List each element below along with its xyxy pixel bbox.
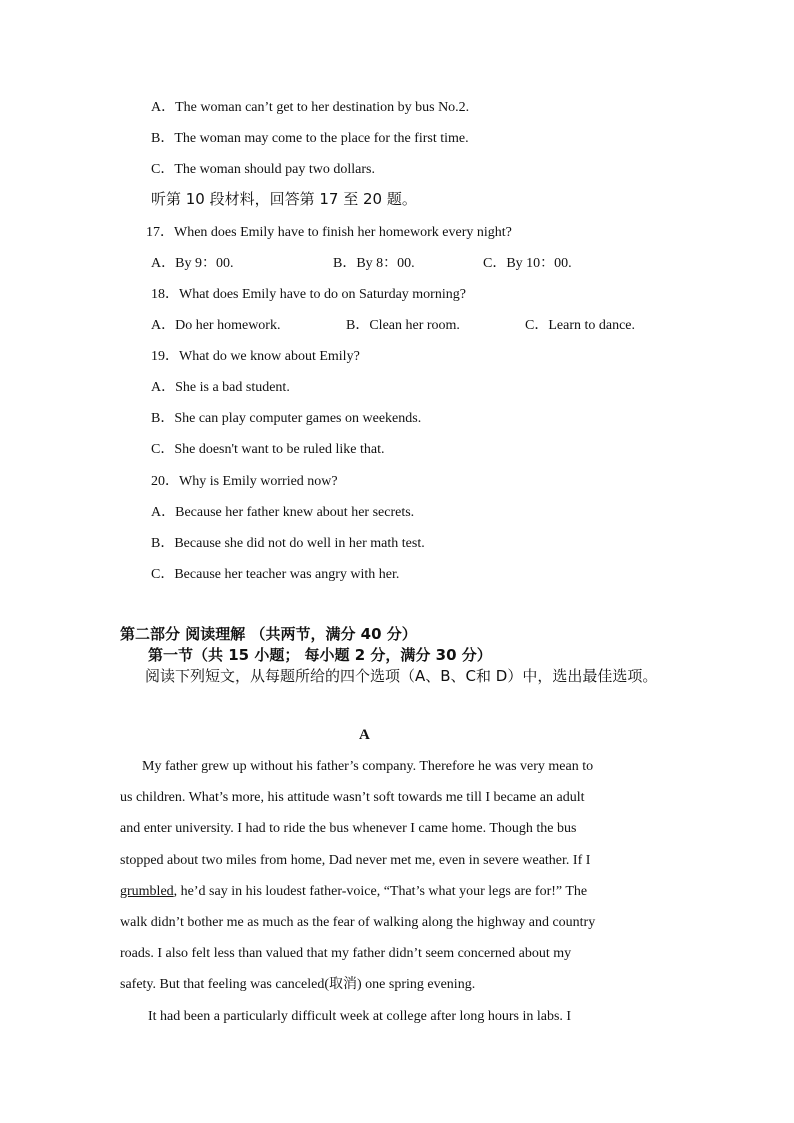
passage-para2-line-1: It had been a particularly difficult week at college after long hours in labs. I bbox=[148, 1009, 572, 1024]
q20-option-c: C．Because her teacher was angry with her. bbox=[151, 567, 400, 582]
q17-option-b: B．By 8：00. bbox=[333, 256, 415, 271]
q16-option-a: A．The woman can’t get to her destination by bus No.2. bbox=[151, 100, 470, 115]
passage-line-2: us children. What’s more, his attitude wasn’t soft towards me till I became an adult bbox=[120, 790, 585, 805]
listening-instruction: 听第 10 段材料，回答第 17 至 20 题。 bbox=[151, 190, 417, 208]
passage-title: A bbox=[359, 727, 370, 743]
q18-option-a: A．Do her homework. bbox=[151, 318, 281, 333]
q20-option-b: B．Because she did not do well in her math test. bbox=[151, 536, 425, 551]
q19-question: 19．What do we know about Emily? bbox=[151, 349, 360, 364]
q19-option-c: C．She doesn't want to be ruled like that. bbox=[151, 442, 385, 457]
q18-question: 18．What does Emily have to do on Saturday morning? bbox=[151, 287, 466, 302]
q17-option-c: C．By 10：00. bbox=[483, 256, 572, 271]
passage-line-6: walk didn’t bother me as much as the fear of walking along the highway and country bbox=[120, 915, 596, 930]
q19-option-a: A．She is a bad student. bbox=[151, 380, 290, 395]
q16-option-c: C．The woman should pay two dollars. bbox=[151, 162, 375, 177]
reading-instruction: 阅读下列短文，从每题所给的四个选项（A、B、C和 D）中，选出最佳选项。 bbox=[145, 667, 658, 685]
q20-option-a: A．Because her father knew about her secrets. bbox=[151, 505, 415, 520]
q17-question: 17．When does Emily have to finish her homework every night? bbox=[146, 225, 512, 240]
q17-option-a: A．By 9：00. bbox=[151, 256, 234, 271]
passage-line-5-rest: , he’d say in his loudest father-voice, “That’s what your legs are for!” The bbox=[173, 884, 588, 899]
section1-heading: 第一节（共 15 小题； 每小题 2 分，满分 30 分） bbox=[148, 646, 492, 664]
underlined-word-grumbled: grumbled bbox=[120, 884, 174, 899]
q20-question: 20．Why is Emily worried now? bbox=[151, 474, 338, 489]
q18-option-c: C．Learn to dance. bbox=[525, 318, 636, 333]
q18-option-b: B．Clean her room. bbox=[346, 318, 460, 333]
passage-line-3: and enter university. I had to ride the bus whenever I came home. Though the bus bbox=[120, 821, 577, 836]
passage-line-1: My father grew up without his father’s company. Therefore he was very mean to bbox=[142, 759, 594, 774]
passage-line-7: roads. I also felt less than valued that my father didn’t seem concerned about my bbox=[120, 946, 572, 961]
q19-option-b: B．She can play computer games on weekends. bbox=[151, 411, 422, 426]
q16-option-b: B．The woman may come to the place for the first time. bbox=[151, 131, 469, 146]
part2-heading: 第二部分 阅读理解 （共两节，满分 40 分） bbox=[120, 625, 417, 643]
passage-line-5 bbox=[120, 883, 673, 901]
passage-line-8: safety. But that feeling was canceled(取消) one spring evening. bbox=[120, 977, 476, 992]
passage-line-4: stopped about two miles from home, Dad never met me, even in severe weather. If I bbox=[120, 853, 591, 868]
